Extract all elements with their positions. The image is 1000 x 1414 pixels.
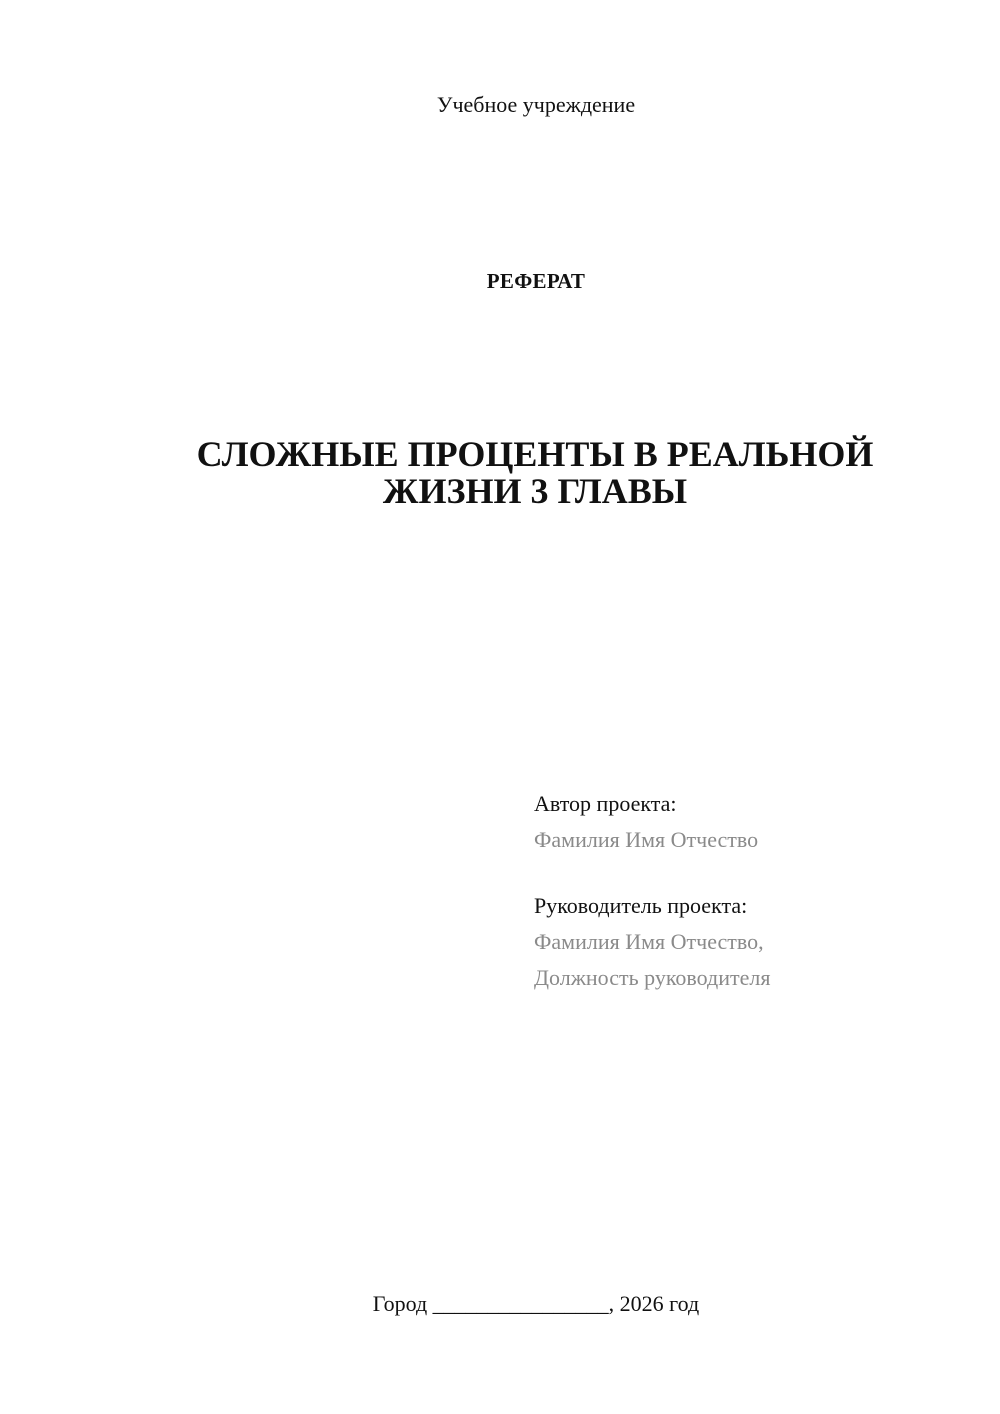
title-line-1: СЛОЖНЫЕ ПРОЦЕНТЫ В РЕАЛЬНОЙ — [196, 434, 874, 474]
supervisor-position: Должность руководителя — [534, 965, 771, 990]
supervisor-label: Руководитель проекта: — [534, 893, 748, 918]
author-name: Фамилия Имя Отчество — [534, 827, 759, 852]
document-title — [150, 436, 920, 510]
credits-spacer — [534, 858, 974, 888]
author-label: Автор проекта: — [534, 791, 677, 816]
supervisor-name: Фамилия Имя Отчество, — [534, 929, 764, 954]
document-type: РЕФЕРАТ — [486, 269, 586, 293]
credits-block — [534, 786, 974, 996]
city-year-line: Город ________________, 2026 год — [372, 1291, 700, 1316]
title-line-2: ЖИЗНИ 3 ГЛАВЫ — [382, 471, 688, 511]
institution-name: Учебное учреждение — [436, 92, 636, 117]
